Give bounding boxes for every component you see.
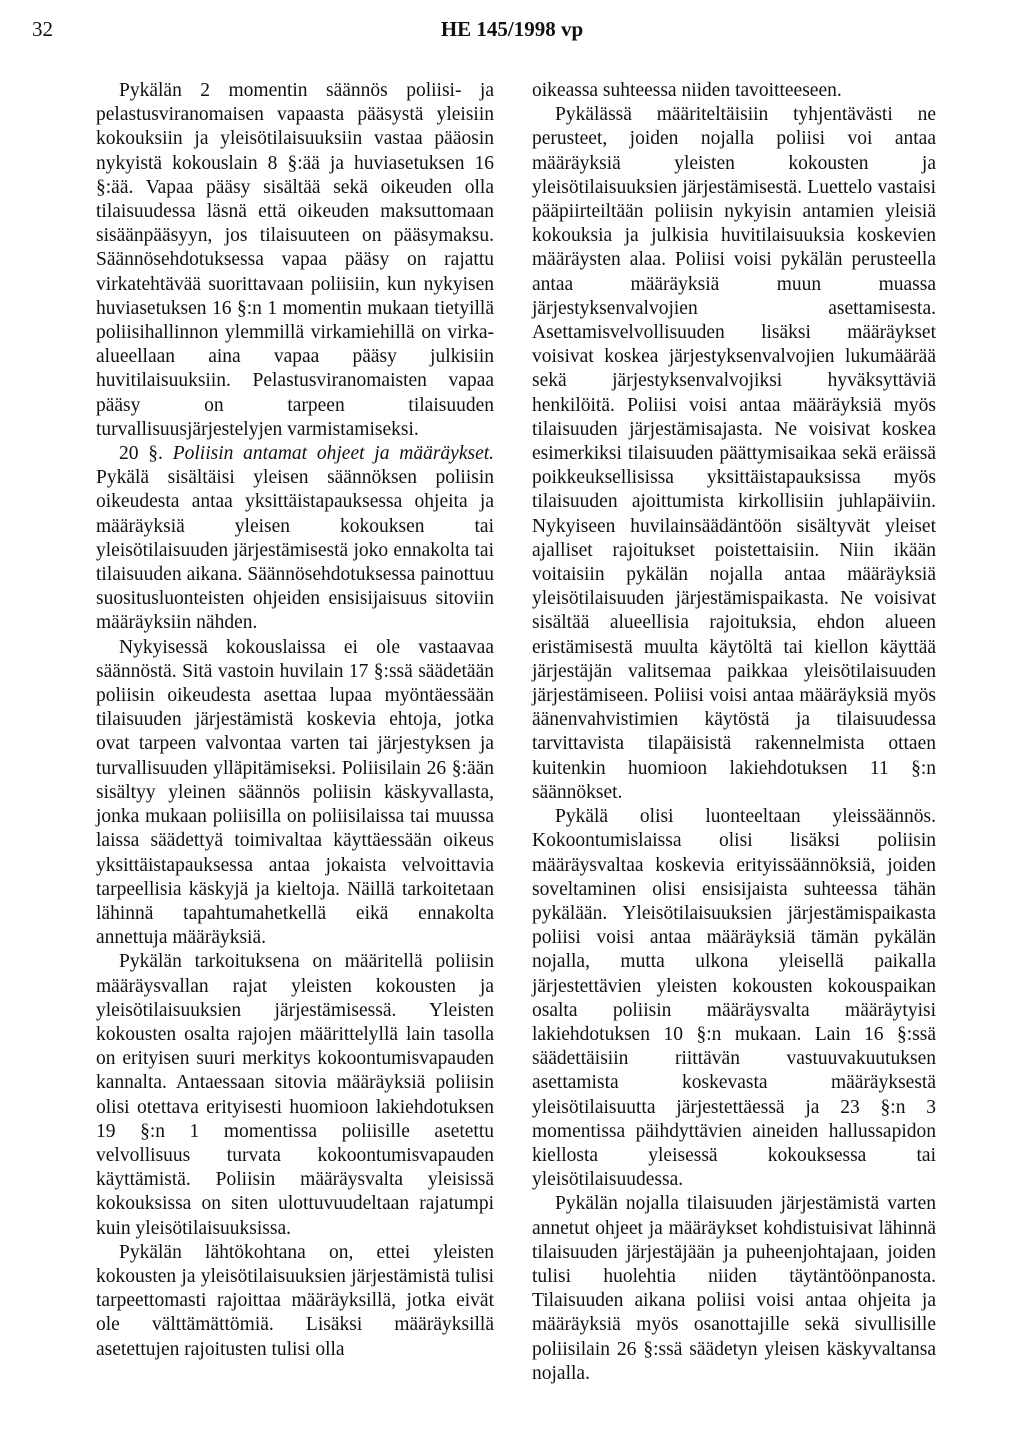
paragraph: Nykyisessä kokouslaissa ei ole vastaavaa säännöstä. Sitä vastoin huvilain 17 §:ssä säädetään poliisin oikeudesta asettaa lupaa myöntäessään tilaisuuden järjestämistä koskevia ehtoja, jotka ovat tarpeen valvontaa varten tai järjestyksen ja turvallisuuden ylläpitämiseksi. Poliisilain 26 §:ään sisältyy yleinen säännös poliisin käskyvallasta, jonka mukaan poliisilla on poliisilaissa tai muussa laissa säädettyä toimivaltaa käyttäessään oikeus yksittäistapauksessa antaa jokaista velvoittavia tarpeellisia käskyjä ja kieltoja. Näillä tarkoitetaan lähinnä tapahtumahetkellä eikä ennakolta annettuja määräyksiä.	[96, 636, 494, 949]
document-header: HE 145/1998 vp	[440, 17, 584, 41]
section-paragraph	[96, 442, 494, 636]
paragraph: Pykälä olisi luonteeltaan yleissäännös. Kokoontumislaissa olisi lisäksi poliisin määräysvaltaa koskevia erityissäännöksiä, joiden soveltaminen olisi ensisijaista suhteessa tähän pykälään. Yleisötilaisuuksien järjestämispaikasta poliisi voisi antaa määräyksiä tämän pykälän nojalla, mutta ulkona yleisellä paikalla järjestettävien yleisten kokousten kokouspaikan osalta poliisin määräysvalta määräytyisi lakiehdotuksen 10 §:n mukaan. Lain 16 §:ssä säädettäisiin riittävän vastuuvakuutuksen asettamista koskevasta määräyksestä yleisötilaisuutta järjestettäessä ja 23 §:n 3 momentissa päihdyttävien aineiden hallussapidon kiellosta yleisessä kokouksessa tai yleisötilaisuudessa.	[532, 806, 936, 1191]
paragraph: Pykälän nojalla tilaisuuden järjestämistä varten annetut ohjeet ja määräykset kohdistuisivat lähinnä tilaisuuden järjestäjään ja puheenjohtajaan, joiden tulisi huolehtia niiden täytäntöönpanosta. Tilaisuuden aikana poliisi voisi antaa ohjeita ja määräyksiä myös osanottajille sekä sivullisille poliisilain 26 §:ssä säädetyn yleisen käskyvaltansa nojalla.	[532, 1193, 936, 1384]
paragraph: Pykälän lähtökohtana on, ettei yleisten kokousten ja yleisötilaisuuksien järjestämistä tulisi tarpeettomasti rajoittaa määräyksillä, jotka eivät ole välttämättömiä. Lisäksi määräyksillä asetettujen rajoitusten tulisi olla	[96, 1241, 494, 1360]
paragraph-continuation: oikeassa suhteessa niiden tavoitteeseen.	[532, 80, 842, 101]
left-column	[96, 79, 494, 1362]
section-title: Poliisin antamat ohjeet ja määräykset.	[172, 443, 495, 465]
paragraph: Pykälässä määriteltäisiin tyhjentävästi ne perusteet, joiden nojalla poliisi voi antaa määräyksiä yleisten kokousten ja yleisötilaisuuksien järjestämisestä. Luettelo vastaisi pääpiirteiltään poliisin nykyisin antamien yleisiä kokouksia ja julkisia huvitilaisuuksia koskevien määräysten alaa. Poliisi voisi pykälän perusteella antaa määräyksiä muun muassa järjestyksenvalvojien asettamisesta. Asettamisvelvollisuuden lisäksi määräykset voisivat koskea järjestyksenvalvojien lukumäärää sekä järjestyksenvalvojiksi hyväksyttäviä henkilöitä. Poliisi voisi antaa määräyksiä myös tilaisuuden järjestämisajasta. Ne voisivat koskea esimerkiksi tilaisuuden päättymisaikaa sekä eräissä poikkeuksellisissa yksittäistapauksissa myös tilaisuuden ajoittumista kirkollisiin juhlapäiviin. Nykyiseen huvilainsäädäntöön sisältyvät yleiset ajalliset rajoitukset poistettaisiin. Niin ikään voitaisiin pykälän nojalla antaa määräyksiä yleisötilaisuuden järjestämispaikasta. Ne voisivat sisältää alueellisia rajoituksia, ehdon alueen eristämisestä muulta käytöltä tai kiellon käyttää järjestäjän valitsemaa paikkaa yleisötilaisuuden järjestämiseen. Poliisi voisi antaa määräyksiä myös äänenvahvistimien käytöstä ja tilaisuudessa tarvittavista tilapäisistä rakennelmista ottaen kuitenkin huomioon lakiehdotuksen 11 §:n säännökset.	[532, 104, 936, 803]
page-number: 32	[32, 17, 53, 41]
paragraph: Pykälän 2 momentin säännös poliisi- ja pelastusviranomaisen vapaasta pääsystä yleisiin kokouksiin ja yleisötilaisuuksiin vastaa pääosin nykyistä kokouslain 8 §:ää ja huviasetuksen 16 §:ää. Vapaa pääsy sisältää sekä oikeuden olla tilaisuudessa läsnä että oikeuden maksuttomaan sisäänpääsyyn, jos tilaisuuteen on pääsymaksu. Säännösehdotuksessa vapaa pääsy on rajattu virkatehtävää suorittavaan poliisiin, kun nykyisen huviasetuksen 16 §:n 1 momentin mukaan tietyillä poliisihallinnon ylemmillä virkamiehillä on virka-alueellaan aina vapaa pääsy julkisiin huvitilaisuuksiin. Pelastusviranomaisten vapaa pääsy on tarpeen tilaisuuden turvallisuusjärjestelyjen varmistamiseksi.	[96, 80, 494, 440]
paragraph: Pykälän tarkoituksena on määritellä poliisin määräysvallan rajat yleisten kokousten ja yleisötilaisuuksien järjestämisessä. Yleisten kokousten osalta rajojen määrittelyllä lain tasolla on erityisen suuri merkitys kokoontumisvapauden kannalta. Antaessaan sitovia määräyksiä poliisin olisi otettava erityisesti huomioon lakiehdotuksen 19 §:n 1 momentissa poliisille asetettu velvollisuus turvata kokoontumisvapauden käyttämistä. Poliisin määräysvalta yleisissä kokouksissa on siten ulottuvuudeltaan rajatumpi kuin yleisötilaisuuksissa.	[96, 951, 494, 1239]
paragraph-text: Pykälä sisältäisi yleisen säännöksen poliisin oikeudesta antaa yksittäistapauksessa ohjeita ja määräyksiä yleisen kokouksen tai yleisötilaisuuden järjestämisestä joko ennakolta tai tilaisuuden aikana. Säännösehdotuksessa painottuu suositusluonteisten ohjeiden ensisijaisuus sitoviin määräyksiin nähden.	[96, 467, 494, 634]
right-column	[532, 79, 936, 1386]
section-number: 20 §.	[119, 443, 163, 465]
